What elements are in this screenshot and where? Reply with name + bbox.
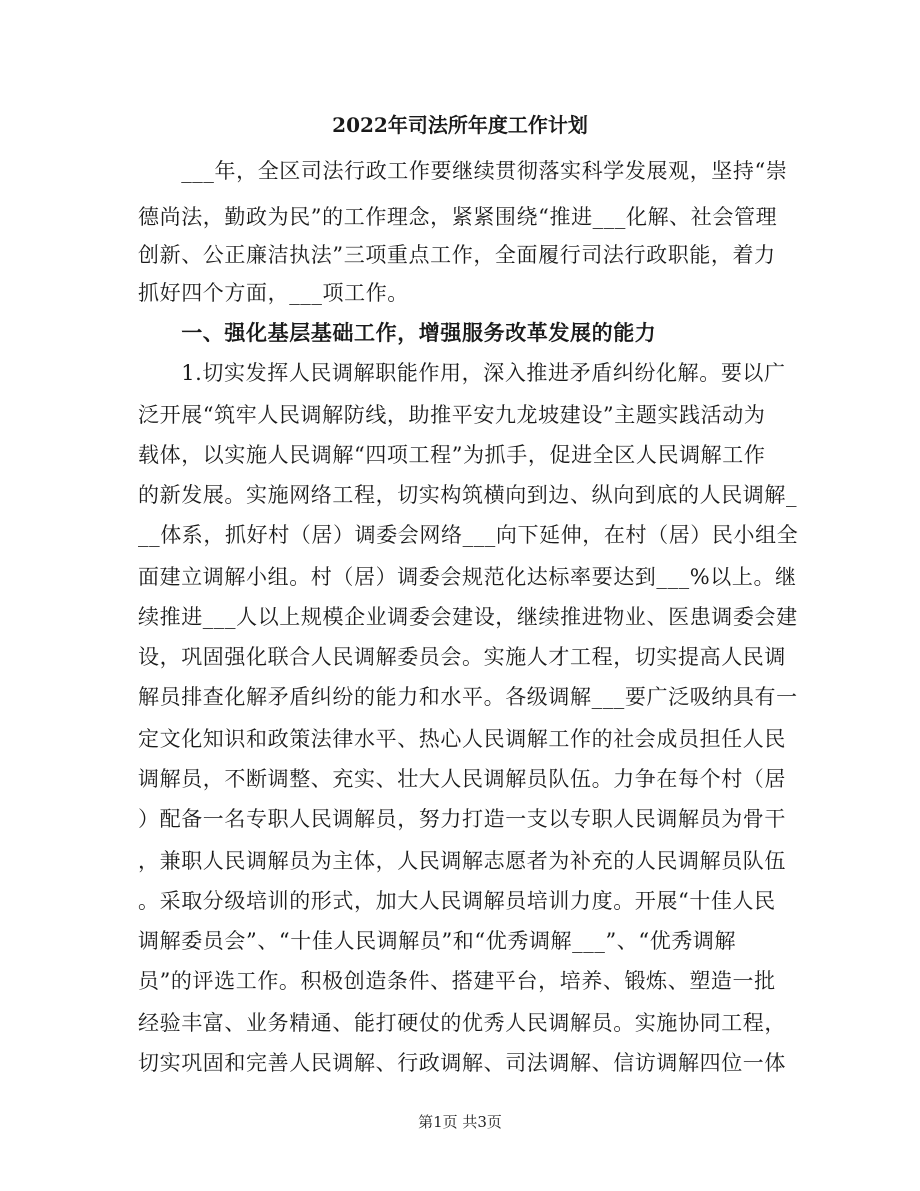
body-line-16: 调解员，不断调整、充实、壮大人民调解员队伍。力争在每个村（居	[138, 767, 786, 791]
page-footer: 第1页 共3页	[418, 1113, 502, 1131]
body-line-19: 。采取分级培训的形式，加大人民调解员培训力度。开展“十佳人民	[138, 889, 776, 913]
body-line-4: 抓好四个方面，___项工作。	[138, 281, 409, 305]
body-line-13: 设，巩固强化联合人民调解委员会。实施人才工程，切实提高人民调	[138, 645, 786, 669]
body-line-14: 解员排查化解矛盾纠纷的能力和水平。各级调解___要广泛吸纳具有一	[138, 685, 798, 709]
body-line-10: __体系，抓好村（居）调委会网络___向下延伸，在村（居）民小组全	[138, 523, 799, 547]
body-line-20: 调解委员会”、“十佳人民调解员”和“优秀调解___”、“优秀调解	[138, 929, 737, 953]
body-line-23: 切实巩固和完善人民调解、行政调解、司法调解、信访调解四位一体	[138, 1051, 786, 1075]
document-title: 2022年司法所年度工作计划	[332, 113, 588, 137]
body-line-8: 载体，以实施人民调解“四项工程”为抓手，促进全区人民调解工作	[138, 443, 766, 467]
body-line-12: 续推进___人以上规模企业调委会建设，继续推进物业、医患调委会建	[138, 605, 798, 629]
body-line-17: ）配备一名专职人民调解员，努力打造一支以专职人民调解员为骨干	[138, 807, 786, 831]
body-line-9: 的新发展。实施网络工程，切实构筑横向到边、纵向到底的人民调解_	[138, 483, 798, 507]
body-line-18: ，兼职人民调解员为主体，人民调解志愿者为补充的人民调解员队伍	[138, 849, 786, 873]
body-line-1: ___年，全区司法行政工作要继续贯彻落实科学发展观，坚持“崇	[138, 159, 788, 183]
body-line-15: 定文化知识和政策法律水平、热心人民调解工作的社会成员担任人民	[138, 727, 786, 751]
body-line-3: 创新、公正廉洁执法”三项重点工作，全面履行司法行政职能，着力	[138, 243, 776, 267]
body-line-21: 员”的评选工作。积极创造条件、搭建平台，培养、锻炼、塑造一批	[138, 969, 776, 993]
body-line-7: 泛开展“筑牢人民调解防线，助推平安九龙坡建设”主题实践活动为	[138, 403, 766, 427]
section-heading-1: 一、强化基层基础工作，增强服务改革发展的能力	[138, 320, 657, 345]
body-line-22: 经验丰富、业务精通、能打硬仗的优秀人民调解员。实施协同工程，	[138, 1011, 786, 1035]
body-line-11: 面建立调解小组。村（居）调委会规范化达标率要达到___%以上。继	[138, 565, 797, 589]
body-line-2: 德尚法，勤政为民”的工作理念，紧紧围绕“推进___化解、社会管理	[138, 205, 778, 229]
body-line-6: 1.切实发挥人民调解职能作用，深入推进矛盾纠纷化解。要以广	[138, 361, 786, 385]
